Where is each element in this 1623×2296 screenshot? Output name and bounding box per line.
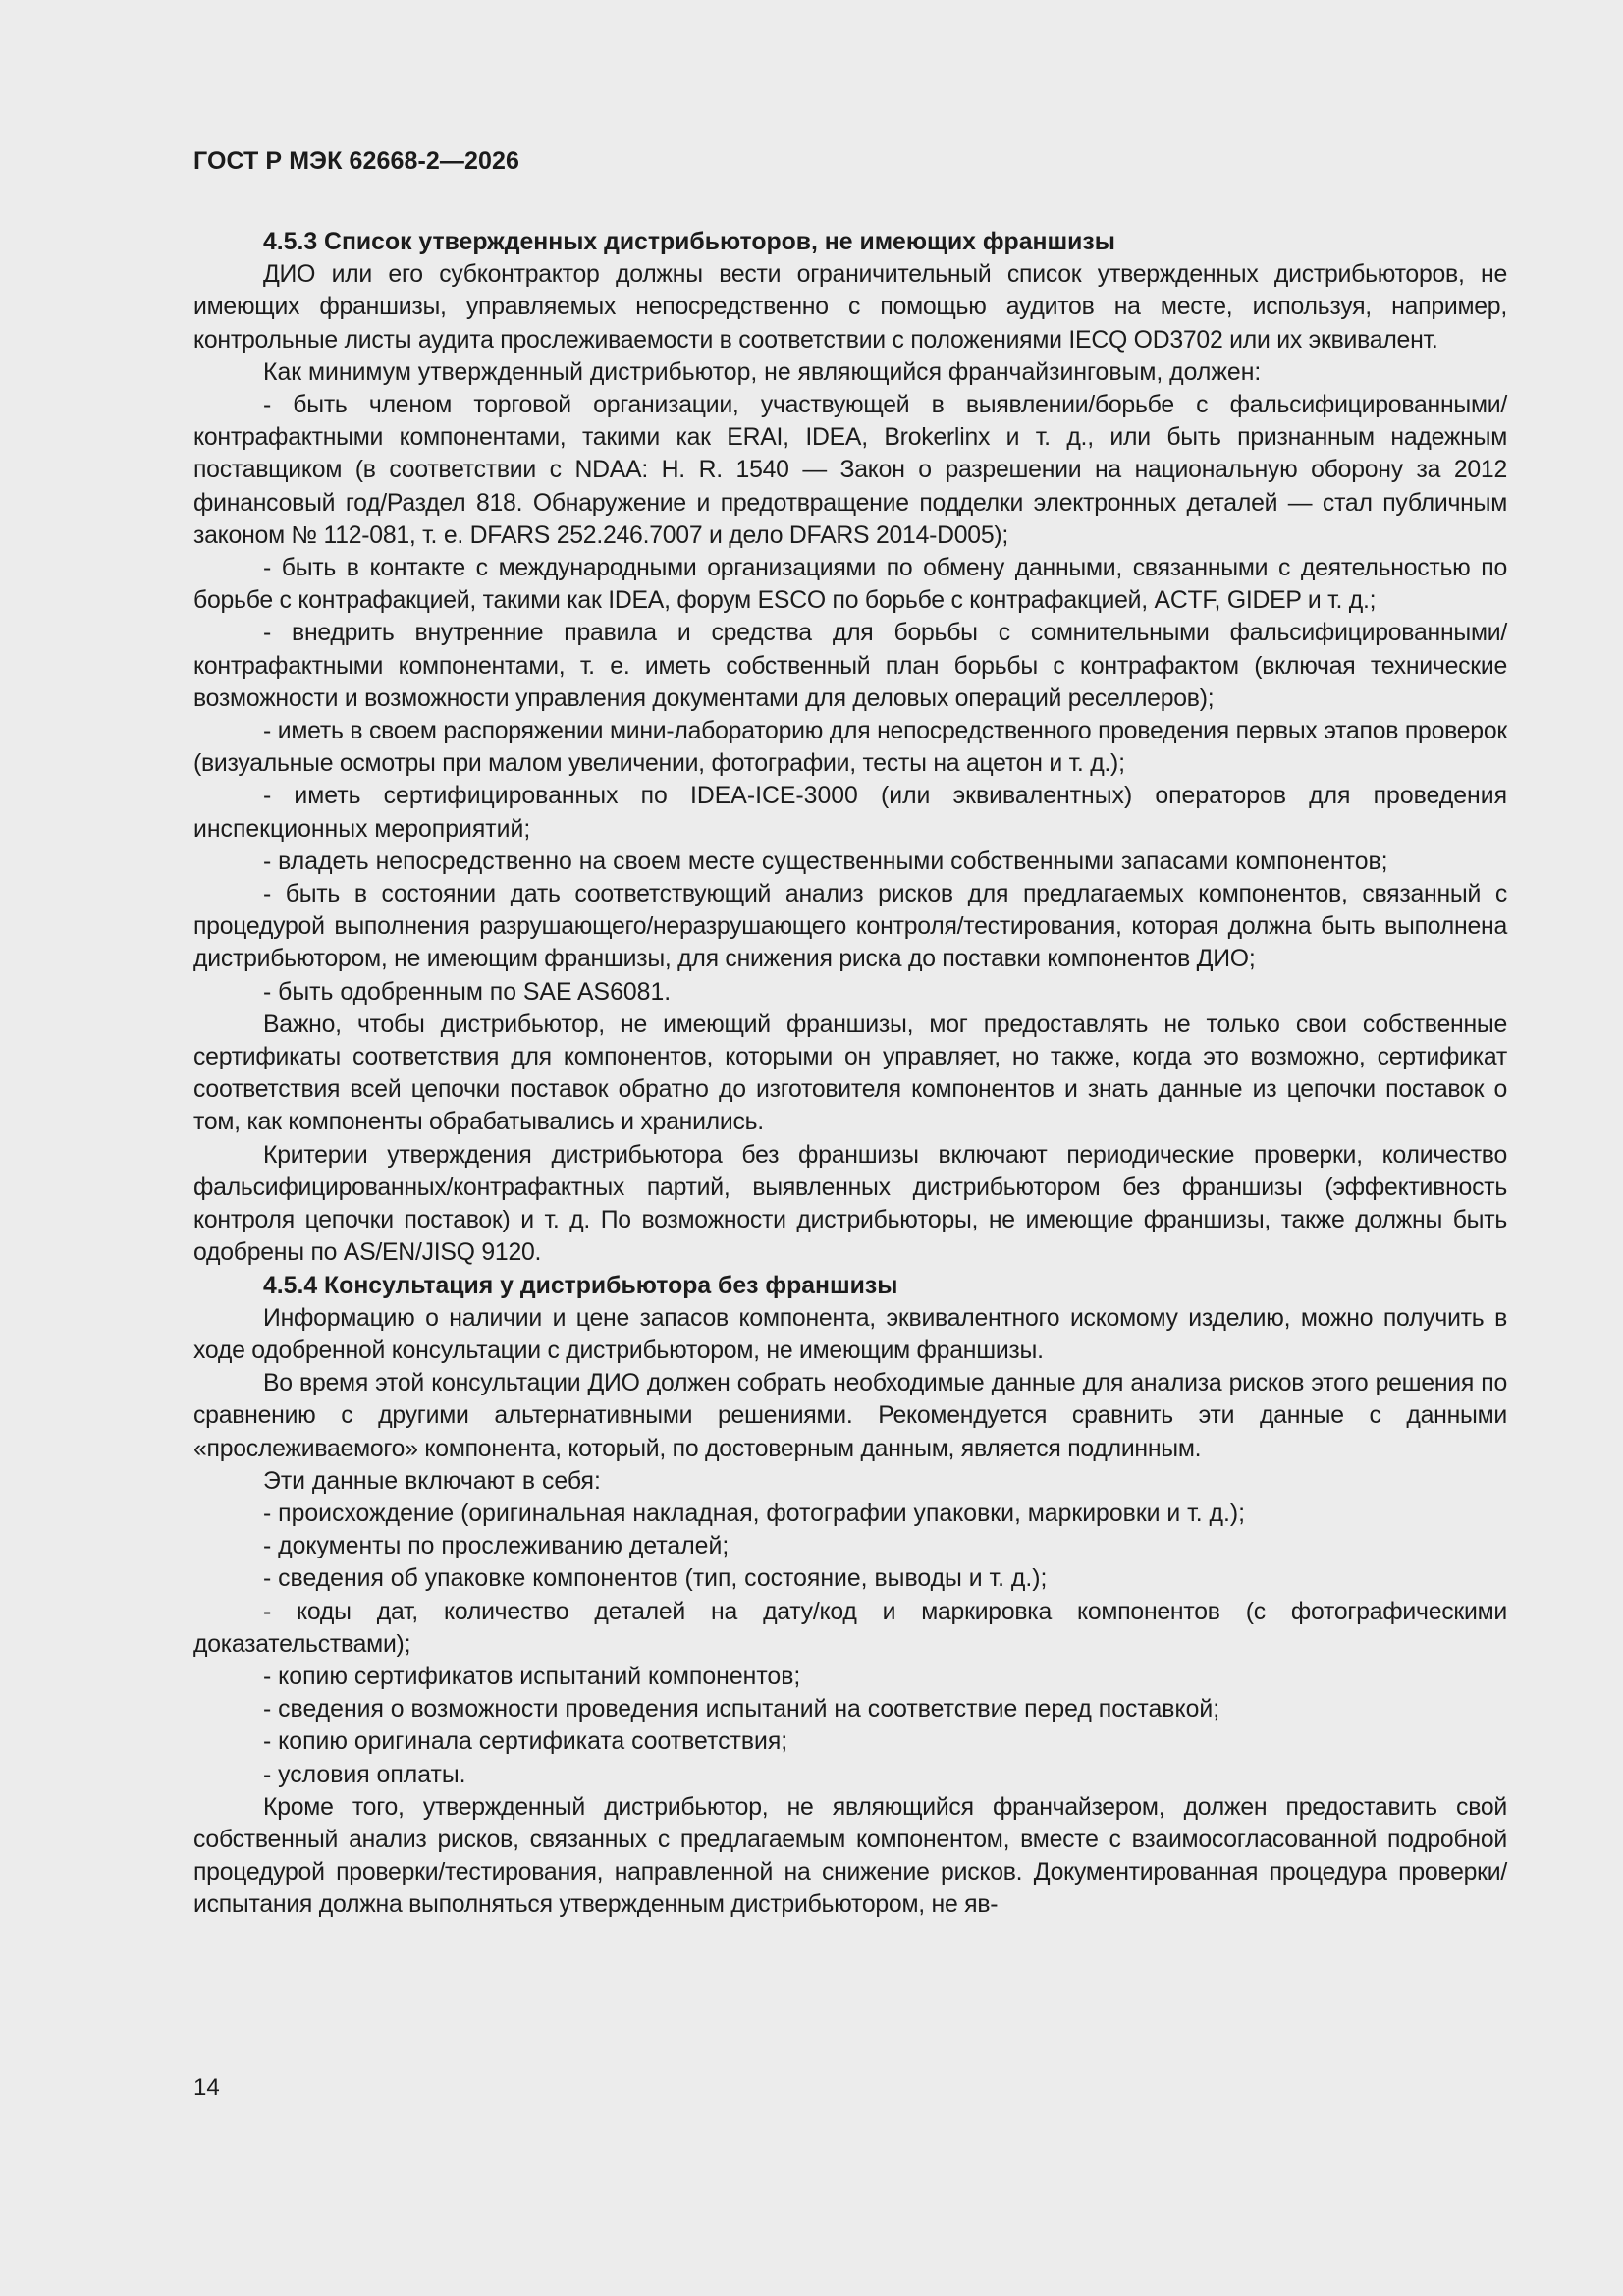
- section-heading-4-5-4: 4.5.4 Консультация у дистрибьютора без франшизы: [263, 1272, 898, 1299]
- list-item: - условия оплаты.: [263, 1761, 466, 1788]
- paragraph: Важно, чтобы дистрибьютор, не имеющий франшизы, мог предоставлять не только свои собственные сертификаты соответствия для компонентов, которыми он управляет, но также, когда это возможно, сертификат соответствия всей цепочки поставок обратно до изготовителя компонентов и знать данные из цепочки поставок о том, как компоненты обрабатывались и хранились.: [193, 1011, 1507, 1136]
- list-item: - иметь в своем распоряжении мини-лабораторию для непосредственного проведения первых этапов проверок (визуальные осмотры при малом увеличении, фотографии, тесты на ацетон и т. д.);: [193, 718, 1507, 778]
- paragraph: Информацию о наличии и цене запасов компонента, эквивалентного искомому изделию, можно получить в ходе одобренной консультации с дистрибьютором, не имеющим франшизы.: [193, 1304, 1507, 1364]
- paragraph: Критерии утверждения дистрибьютора без франшизы включают периодические проверки, количество фальсифицированных/контрафактных партий, выявленных дистрибьютором без франшизы (эффективность контроля цепочки поставок) и т. д. По возможности дистрибьюторы, не имеющие франшизы, также должны быть одобрены по AS/EN/JISQ 9120.: [193, 1141, 1507, 1267]
- list-item: - сведения о возможности проведения испытаний на соответствие перед поставкой;: [263, 1696, 1220, 1723]
- list-item: - документы по прослеживанию деталей;: [263, 1533, 730, 1560]
- paragraph: Эти данные включают в себя:: [263, 1467, 601, 1495]
- list-item: - быть в контакте с международными организациями по обмену данными, связанными с деятельностью по борьбе с контрафакцией, такими как IDEA, форум ESCO по борьбе с контрафакцией, ACTF, GIDEP и т. д.;: [193, 555, 1507, 615]
- document-body: [193, 226, 1507, 1922]
- list-item: - копию сертификатов испытаний компонентов;: [263, 1663, 801, 1690]
- document-header: ГОСТ Р МЭК 62668-2—2026: [193, 147, 520, 175]
- section-heading-4-5-3: 4.5.3 Список утвержденных дистрибьюторов, не имеющих франшизы: [263, 229, 1115, 255]
- list-item: - внедрить внутренние правила и средства для борьбы с сомнительными фальсифицированными/контрафактными компонентами, т. е. иметь собственный план борьбы с контрафактом (включая технические возможности и возможности управления документами для деловых операций реселлеров);: [193, 620, 1507, 712]
- list-item: - владеть непосредственно на своем месте существенными собственными запасами компонентов;: [263, 847, 1388, 875]
- paragraph: Кроме того, утвержденный дистрибьютор, не являющийся франчайзером, должен предоставить свой собственный анализ рисков, связанных с предлагаемым компонентом, вместе с взаимосогласованной подробной процедурой проверки/тестирования, направленной на снижение рисков. Документированная процедура проверки/испытания должна выполняться утвержденным дистрибьютором, не яв-: [193, 1793, 1507, 1919]
- page-number: 14: [193, 2074, 220, 2101]
- list-item: - сведения об упаковке компонентов (тип, состояние, выводы и т. д.);: [263, 1565, 1048, 1593]
- paragraph: Как минимум утвержденный дистрибьютор, не являющийся франчайзинговым, должен:: [263, 358, 1262, 386]
- list-item: - происхождение (оригинальная накладная, фотографии упаковки, маркировки и т. д.);: [263, 1500, 1246, 1527]
- list-item: - копию оригинала сертификата соответствия;: [263, 1728, 788, 1756]
- list-item: - быть одобренным по SAE AS6081.: [263, 978, 672, 1006]
- list-item: - быть в состоянии дать соответствующий анализ рисков для предлагаемых компонентов, связанный с процедурой выполнения разрушающего/неразрушающего контроля/тестирования, которая должна быть выполнена дистрибьютором, не имеющим франшизы, для снижения риска до поставки компонентов ДИО;: [193, 881, 1507, 973]
- paragraph: ДИО или его субконтрактор должны вести ограничительный список утвержденных дистрибьюторов, не имеющих франшизы, управляемых непосредственно с помощью аудитов на месте, используя, например, контрольные листы аудита прослеживаемости в соответствии с положениями IECQ OD3702 или их эквивалент.: [193, 261, 1507, 354]
- list-item: - быть членом торговой организации, участвующей в выявлении/борьбе с фальсифицированными/контрафактными компонентами, такими как ERAI, IDEA, Brokerlinx и т. д., или быть признанным надежным поставщиком (в соответствии с NDAA: H. R. 1540 — Закон о разрешении на национальную оборону за 2012 финансовый год/Раздел 818. Обнаружение и предотвращение подделки электронных деталей — стал публичным законом № 112-081, т. е. DFARS 252.246.7007 и дело DFARS 2014-D005);: [193, 392, 1507, 549]
- paragraph: Во время этой консультации ДИО должен собрать необходимые данные для анализа рисков этого решения по сравнению с другими альтернативными решениями. Рекомендуется сравнить эти данные с данными «прослеживаемого» компонента, который, по достоверным данным, является подлинным.: [193, 1370, 1507, 1462]
- list-item: - коды дат, количество деталей на дату/код и маркировка компонентов (с фотографическими доказательствами);: [193, 1598, 1507, 1658]
- list-item: - иметь сертифицированных по IDEA-ICE-3000 (или эквивалентных) операторов для проведения инспекционных мероприятий;: [193, 783, 1507, 843]
